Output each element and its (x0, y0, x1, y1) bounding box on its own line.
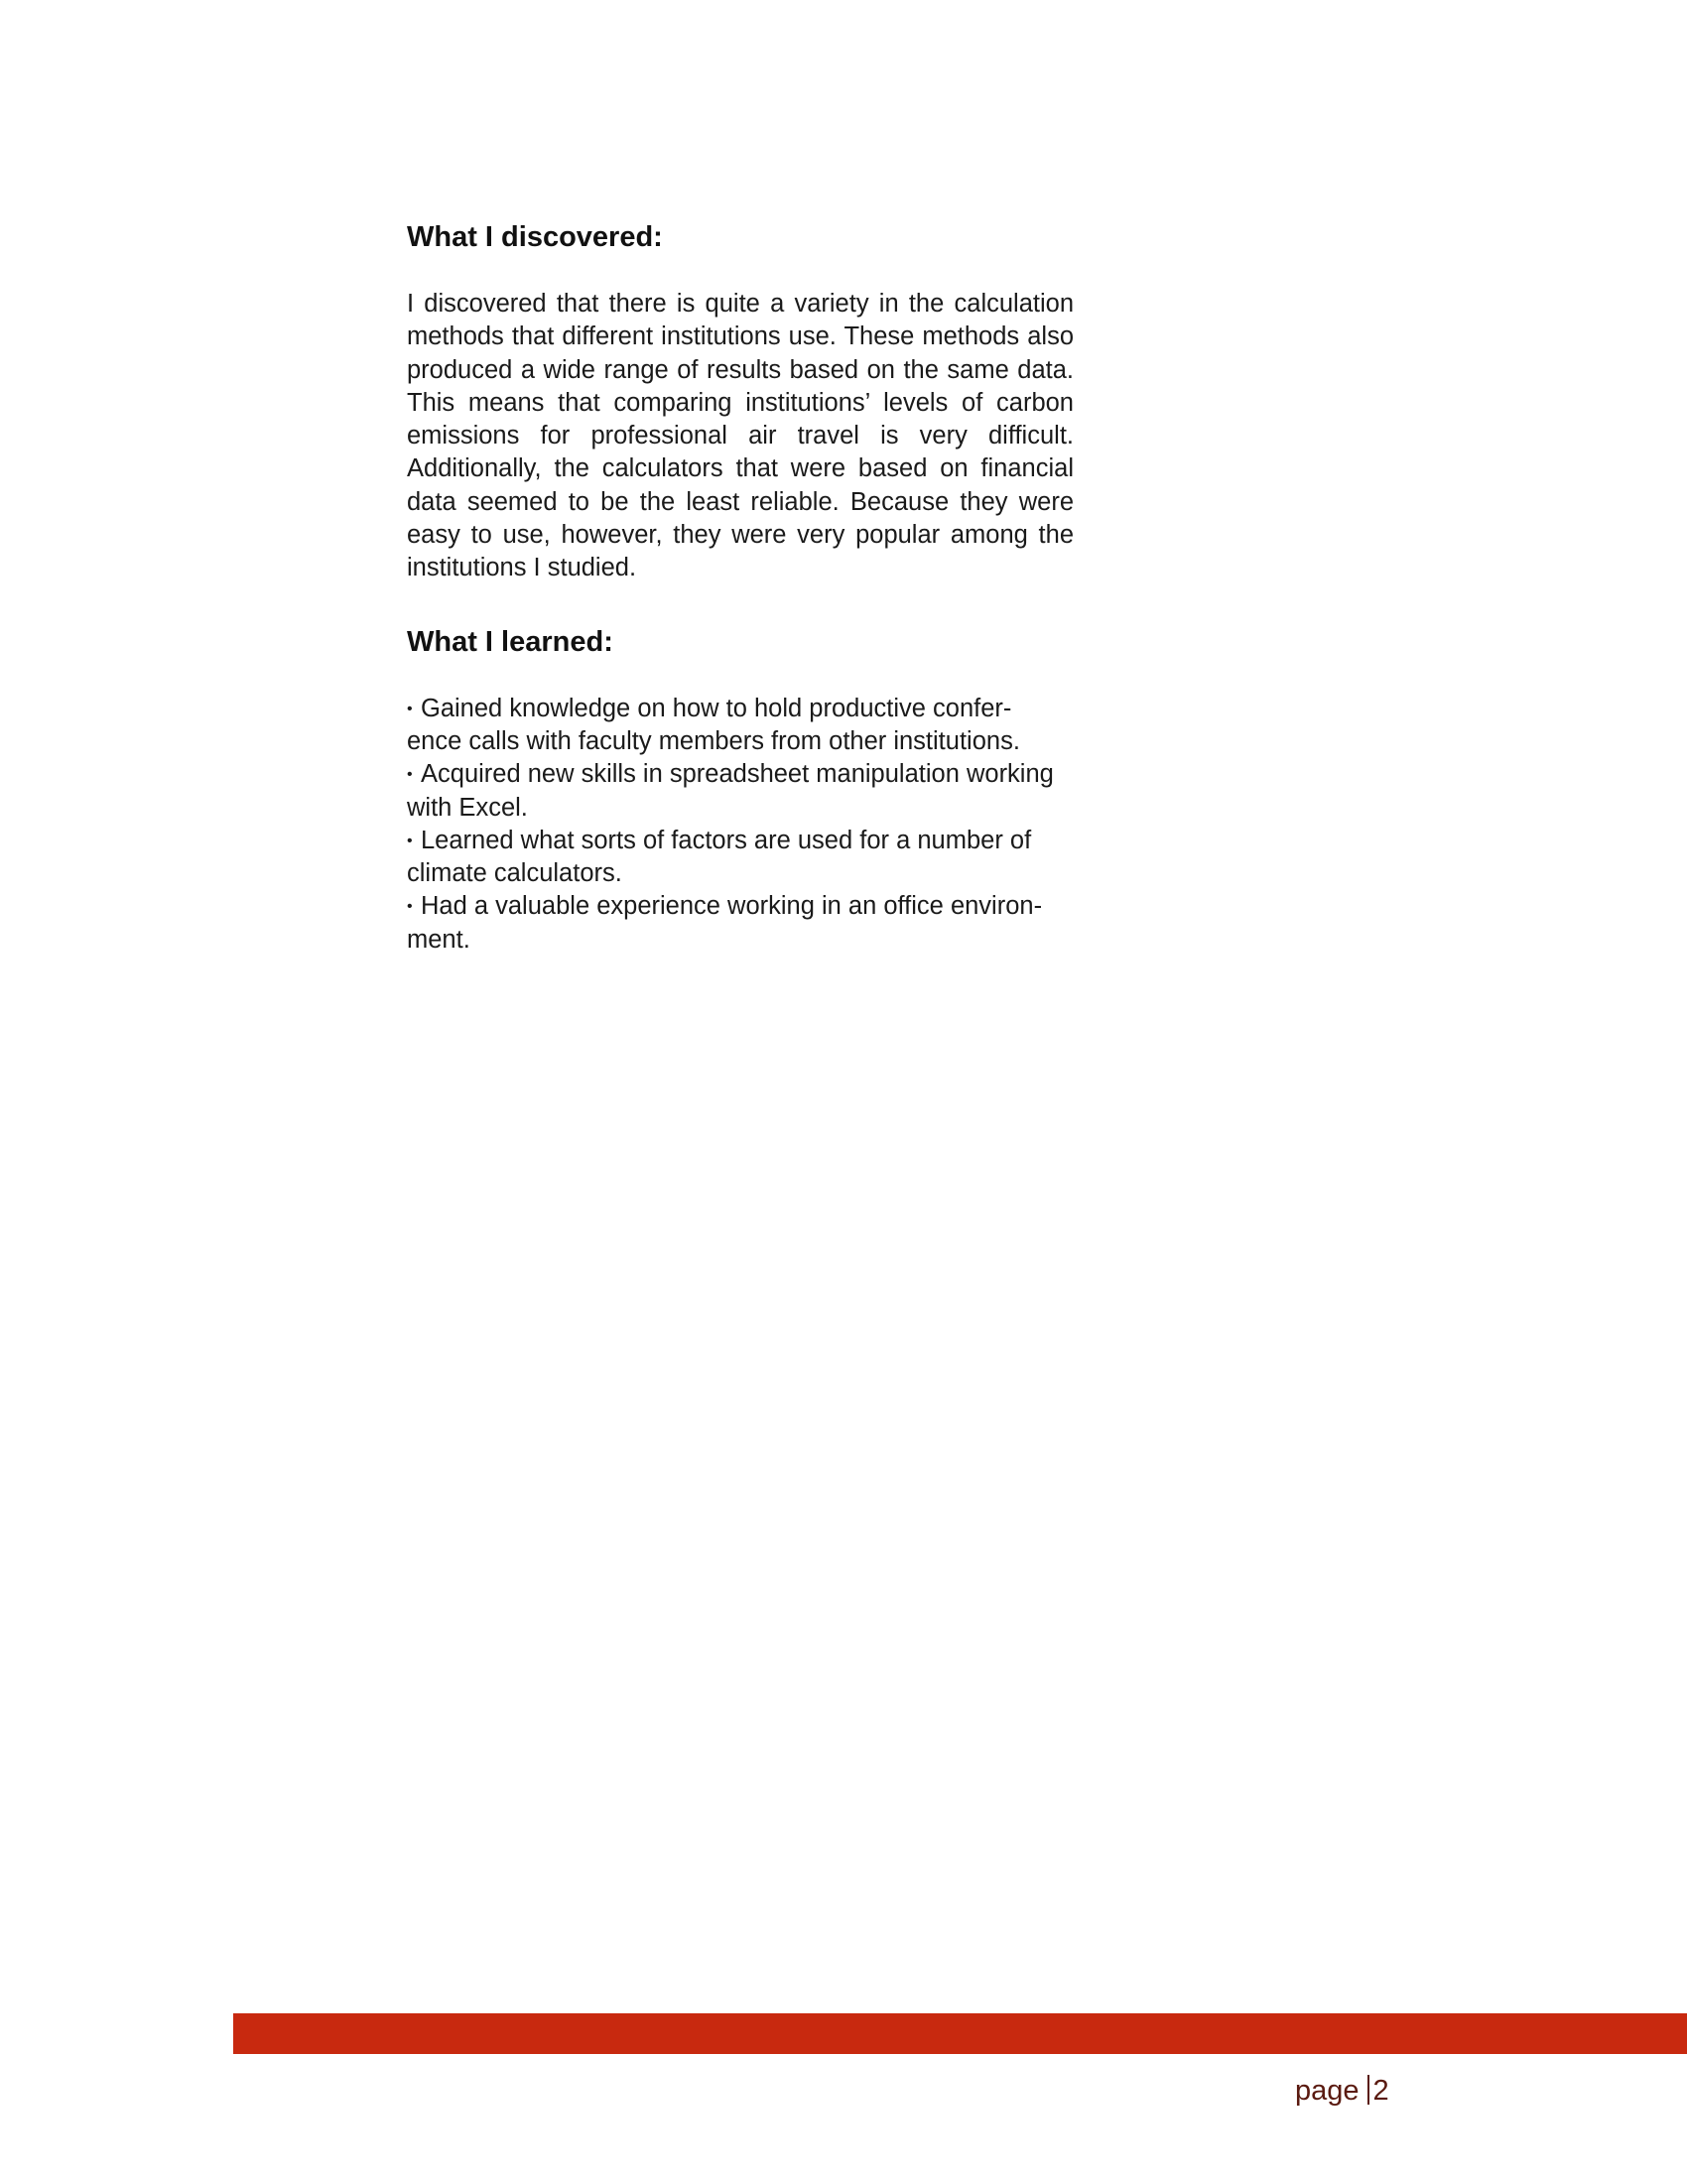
footer-accent-bar (233, 2013, 1687, 2054)
page-label: page (1295, 2075, 1360, 2107)
list-item-text: Learned what sorts of factors are used for a number of climate calculators. (407, 826, 1032, 888)
bullet-icon: • (407, 898, 413, 916)
page-separator (1367, 2075, 1369, 2105)
list-item (407, 693, 1062, 759)
list-item-text: Acquired new skills in spreadsheet manipulation working with Excel. (407, 760, 1054, 822)
list-item-text: Had a valuable experience working in an office environ-ment. (407, 892, 1043, 954)
list-item-text: Gained knowledge on how to hold productive confer-ence calls with faculty members from other institutions. (407, 694, 1020, 755)
list-item (407, 825, 1062, 891)
section-heading-discovered: What I discovered: (407, 221, 663, 253)
page-content (407, 220, 1074, 957)
list-item (407, 890, 1062, 957)
bullet-icon: • (407, 832, 413, 849)
bullet-icon: • (407, 766, 413, 784)
learned-bullet-list (407, 693, 1062, 957)
discovered-paragraph: I discovered that there is quite a variety in the calculation methods that different institutions use. These methods also produced a wide range of results based on the same data. This means that comparing institutions’ levels of carbon emissions for professional air travel is very difficult. Additionally, the calculators that were based on financial data seemed to be the least reliable. Because they were easy to use, however, they were very popular among the institutions I studied. (407, 290, 1074, 582)
list-item (407, 758, 1062, 825)
bullet-icon: • (407, 700, 413, 717)
page-number (1295, 2074, 1389, 2108)
page-number-value: 2 (1372, 2075, 1389, 2107)
section-heading-learned: What I learned: (407, 625, 613, 658)
